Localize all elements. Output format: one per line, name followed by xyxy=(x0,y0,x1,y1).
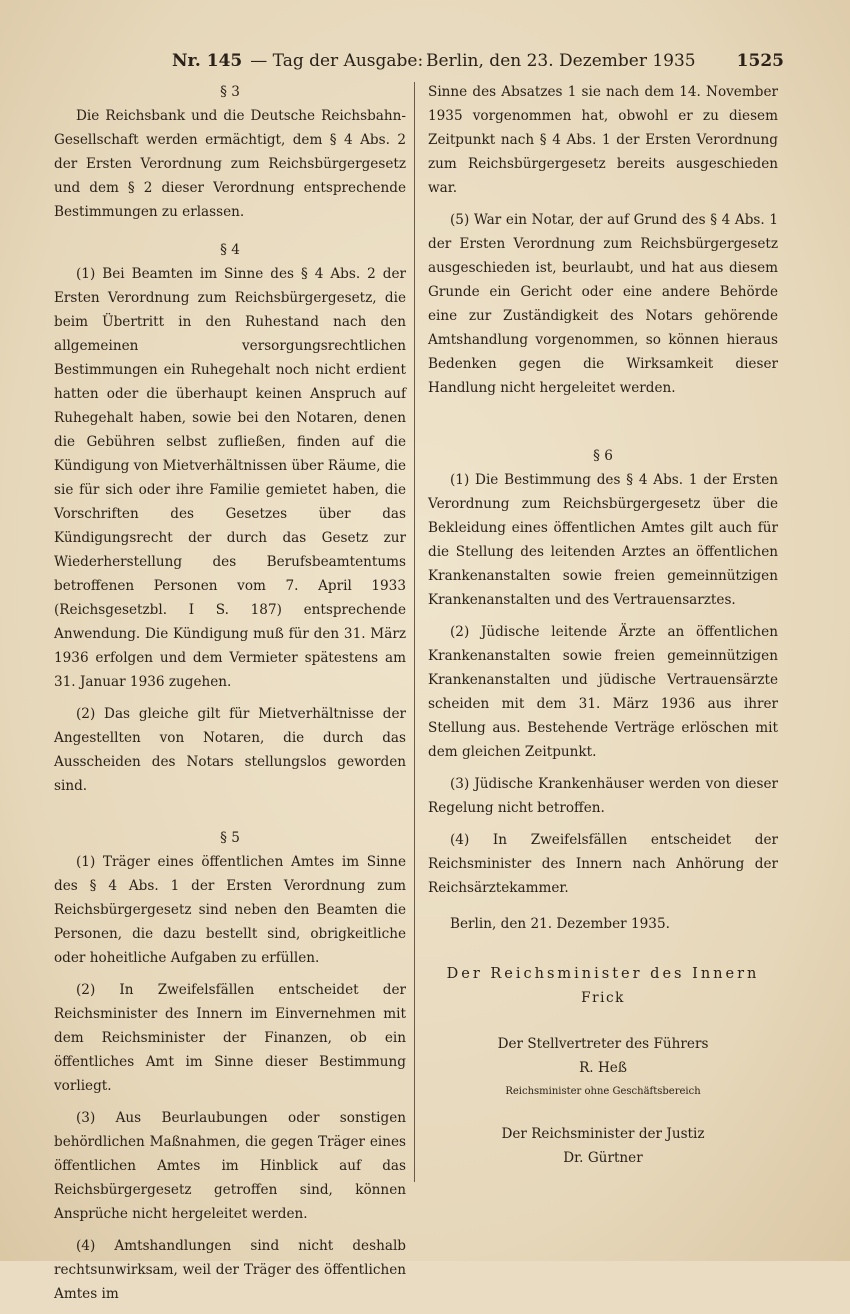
section-5-paragraph-2: (2) In Zweifelsfällen entscheidet der Reichsminister des Innern im Einvernehmen mit dem Reichsminister der Finanzen, ob ein öffentliches Amt im Sinne dieser Bestimmung vorliegt. xyxy=(54,982,406,1094)
signature-1-name: Frick xyxy=(581,990,625,1006)
section-6-paragraph-4: (4) In Zweifelsfällen entscheidet der Reichsminister des Innern nach Anhörung der Reichsärztekammer. xyxy=(428,832,778,896)
signature-1-title: Der Reichsminister des Innern xyxy=(446,966,760,982)
section-5-paragraph-3: (3) Aus Beurlaubungen oder sonstigen behördlichen Maßnahmen, die gegen Träger eines öffentlichen Amtes im Hinblick auf das Reichsbürgergesetz getroffen sind, können Ansprüche nicht hergeleitet werden. xyxy=(54,1110,406,1222)
section-4-paragraph-1: (1) Bei Beamten im Sinne des § 4 Abs. 2 der Ersten Verordnung zum Reichsbürgergesetz, die beim Übertritt in den Ruhestand nach den allgemeinen versorgungsrechtlichen Bestimmungen ein Ruhegehalt noch nicht erdient hatten oder die überhaupt keinen Anspruch auf Ruhegehalt haben, sowie bei den Notaren, denen die Gebühren selbst zufließen, finden auf die Kündigung von Mietverhältnissen über Räume, die sie für sich oder ihre Familie gemietet haben, die Vorschriften des Gesetzes über das Kündigungsrecht der durch das Gesetz zur Wiederherstellung des Berufsbeamtentums betroffenen Personen vom 7. April 1933 (Reichsgesetzbl. I S. 187) entsprechende Anwendung. Die Kündigung muß für den 31. März 1936 erfolgen und dem Vermieter spätestens am 31. Januar 1936 zugehen. xyxy=(54,266,406,690)
signature-2-name: R. Heß xyxy=(579,1060,627,1076)
page-number: 1525 xyxy=(736,51,784,71)
issue-label: — Tag der Ausgabe: xyxy=(250,51,424,71)
section-6-paragraph-2: (2) Jüdische leitende Ärzte an öffentlichen Krankenanstalten sowie freien gemeinnützigen Krankenanstalten und jüdische Vertrauensärzte scheiden mit dem 31. März 1936 aus ihrer Stellung aus. Bestehende Verträge erlöschen mit dem gleichen Zeitpunkt. xyxy=(428,624,778,760)
section-3-paragraph: Die Reichsbank und die Deutsche Reichsbahn-Gesellschaft werden ermächtigt, dem § 4 Abs. 2 der Ersten Verordnung zum Reichsbürgergesetz und dem § 2 dieser Verordnung entsprechende Bestimmungen zu erlassen. xyxy=(54,108,406,220)
signature-3-title: Der Reichsminister der Justiz xyxy=(501,1126,705,1142)
issue-date: Berlin, den 23. Dezember 1935 xyxy=(426,51,696,71)
section-6-paragraph-3: (3) Jüdische Krankenhäuser werden von dieser Regelung nicht betroffen. xyxy=(428,776,778,816)
section-4-paragraph-2: (2) Das gleiche gilt für Mietverhältnisse der Angestellten von Notaren, die durch das Ausscheiden des Notars stellungslos geworden sind. xyxy=(54,706,406,794)
section-3-title: § 3 xyxy=(220,84,240,100)
section-5-paragraph-5: (5) War ein Notar, der auf Grund des § 4 Abs. 1 der Ersten Verordnung zum Reichsbürgergesetz ausgeschieden ist, beurlaubt, und hat aus diesem Grunde ein Gericht oder eine andere Behörde eine zur Zuständigkeit des Notars gehörende Amtshandlung vorgenommen, so können hieraus Bedenken gegen die Wirksamkeit dieser Handlung nicht hergeleitet werden. xyxy=(428,212,778,396)
signature-2-title: Der Stellvertreter des Führers xyxy=(497,1036,709,1052)
page-header xyxy=(172,46,784,76)
right-column xyxy=(428,80,778,1170)
place-and-date: Berlin, den 21. Dezember 1935. xyxy=(450,916,670,932)
issue-number: Nr. 145 xyxy=(172,51,243,71)
section-6-title: § 6 xyxy=(593,448,613,464)
section-5-continuation: Sinne des Absatzes 1 sie nach dem 14. November 1935 vorgenommen hat, obwohl er zu diesem Zeitpunkt nach § 4 Abs. 1 der Ersten Verordnung zum Reichsbürgergesetz bereits ausgeschieden war. xyxy=(428,84,778,196)
section-5-paragraph-4: (4) Amtshandlungen sind nicht deshalb rechtsunwirksam, weil der Träger des öffentlichen Amtes im xyxy=(54,1238,406,1302)
column-divider xyxy=(414,82,415,1182)
signature-2-subtitle: Reichsminister ohne Geschäftsbereich xyxy=(505,1086,701,1097)
section-4-title: § 4 xyxy=(220,242,240,258)
section-5-paragraph-1: (1) Träger eines öffentlichen Amtes im Sinne des § 4 Abs. 1 der Ersten Verordnung zum Reichsbürgergesetz sind neben den Beamten die Personen, die dazu bestellt sind, obrigkeitliche oder hoheitliche Aufgaben zu erfüllen. xyxy=(54,854,406,966)
left-column xyxy=(54,80,406,1314)
signature-3-name: Dr. Gürtner xyxy=(563,1150,643,1166)
section-5-title: § 5 xyxy=(220,830,240,846)
section-6-paragraph-1: (1) Die Bestimmung des § 4 Abs. 1 der Ersten Verordnung zum Reichsbürgergesetz über die Bekleidung eines öffentlichen Amtes gilt auch für die Stellung des leitenden Arztes an öffentlichen Krankenanstalten sowie freien gemeinnützigen Krankenanstalten und des Vertrauensarztes. xyxy=(428,472,778,608)
